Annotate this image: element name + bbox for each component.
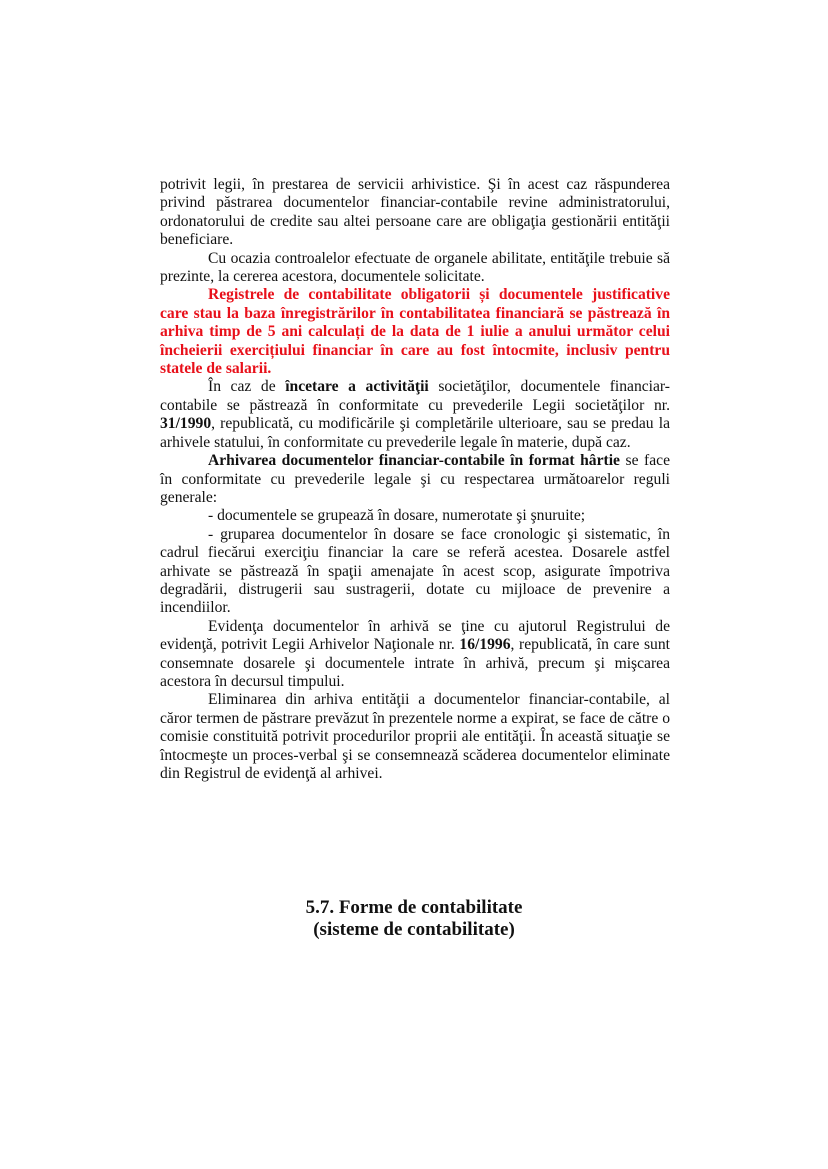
section-title: 5.7. Forme de contabilitate <box>305 897 523 918</box>
bold-text: Arhivarea documentelor financiar-contabile în format hârtie <box>208 452 620 470</box>
text-run: societăţilor, documentele financiar-contabile se păstrează în conformitate cu prevederile Legii societăţilor nr. <box>160 378 670 414</box>
highlighted-text: Registrele de contabilitate obligatorii și documentele justificative care stau la baza înregistrărilor în contabilitatea financiară se păstrează în arhiva timp de 5 ani calculați de la data de 1 iulie a anului următor celui încheierii exercițiului financiar în care au fost întocmite, inclusiv pentru statele de salarii. <box>160 286 670 378</box>
text-run: În caz de <box>208 378 286 396</box>
law-number: 16/1996 <box>459 636 511 654</box>
text-run: , republicată, cu modificările şi completările ulterioare, sau se predau la arhivele statului, în conformitate cu prevederile legale în materie, după caz. <box>160 415 670 451</box>
paragraph-archiving-services <box>160 176 670 250</box>
text-run: - documentele se grupează în dosare, numerotate şi şnuruite; <box>208 507 586 525</box>
section-subtitle: (sisteme de contabilitate) <box>313 919 515 940</box>
section-heading <box>0 897 828 941</box>
text-run: , republicată, în care sunt consemnate dosarele şi documentele intrate în arhivă, precum şi mişcarea acestora în decursul timpului. <box>160 636 670 690</box>
text-run: Eliminarea din arhiva entităţii a documentelor financiar-contabile, al căror termen de păstrare prevăzut în prezentele norme a expirat, se face de către o comisie constituită potrivit procedurilor proprii ale entităţii. În această situaţie se întocmeşte un proces-verbal şi se consemnează scăderea documentelor eliminate din Registrul de evidenţă al arhivei. <box>160 691 670 782</box>
paragraph-paper-archiving <box>160 452 670 507</box>
paragraph-retention-highlight <box>160 286 670 378</box>
list-item <box>160 507 670 525</box>
paragraph-registry <box>160 618 670 692</box>
paragraph-cessation <box>160 378 670 452</box>
text-run: Evidenţa documentelor în arhivă se ţine cu ajutorul Registrului de evidenţă, potrivit Legii Arhivelor Naţionale nr. <box>160 617 670 654</box>
paragraph-inspections <box>160 250 670 287</box>
list-item <box>160 526 670 618</box>
bold-text: încetare a activităţii <box>285 378 429 396</box>
paragraph-elimination <box>160 691 670 783</box>
law-number: 31/1990 <box>160 415 212 433</box>
text-run: - gruparea documentelor în dosare se face cronologic şi sistematic, în cadrul fiecărui exerciţiu financiar la care se referă acestea. Dosarele astfel arhivate se păstrează în spaţii amenajate în acest scop, asigurate împotriva degradării, distrugerii sau sustragerii, dotate cu mijloace de prevenire a incendiilor. <box>160 525 670 617</box>
text-run: Cu ocazia controalelor efectuate de organele abilitate, entităţile trebuie să prezinte, la cererea acestora, documentele solicitate. <box>160 249 670 286</box>
text-run: potrivit legii, în prestarea de servicii arhivistice. Şi în acest caz răspunderea privind păstrarea documentelor financiar-contabile revine administratorului, ordonatorului de credite sau altei persoane care are obligaţia gestionării entităţii beneficiare. <box>160 176 670 249</box>
text-run: se face în conformitate cu prevederile legale şi cu respectarea următoarelor reguli generale: <box>160 452 670 506</box>
document-body <box>160 176 670 783</box>
